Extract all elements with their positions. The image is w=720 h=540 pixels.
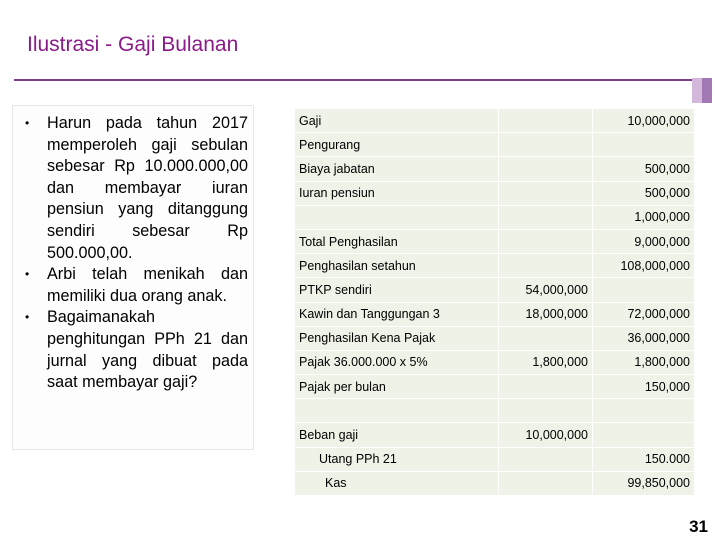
- row-right-value: 108,000,000: [593, 254, 695, 278]
- row-right-value: [593, 133, 695, 157]
- bullet-item: [18, 113, 248, 264]
- page-number: 31: [689, 517, 708, 536]
- table-row: [295, 133, 695, 157]
- row-label: Kawin dan Tanggungan 3: [295, 302, 499, 326]
- bullet-text: Harun pada tahun 2017 memperoleh gaji sebulan sebesar Rp 10.000.000,00 dan membayar iuran pensiun yang ditanggung sendiri sebesar Rp 500.000,00.: [47, 114, 248, 262]
- accent-block-light: [692, 78, 702, 103]
- row-mid-value: [499, 133, 593, 157]
- bullet-icon: •: [25, 116, 30, 130]
- row-mid-value: [499, 254, 593, 278]
- row-label: Gaji: [295, 109, 499, 133]
- row-label: [295, 399, 499, 423]
- row-mid-value: [499, 447, 593, 471]
- row-mid-value: [499, 375, 593, 399]
- table-row: [295, 109, 695, 133]
- table-row: [295, 205, 695, 229]
- row-right-value: 150,000: [593, 375, 695, 399]
- table-row: [295, 326, 695, 350]
- bullet-text: Arbi telah menikah dan memiliki dua orang anak.: [47, 265, 248, 305]
- row-mid-value: 1,800,000: [499, 350, 593, 374]
- table-row: [295, 423, 695, 447]
- row-right-value: [593, 423, 695, 447]
- bullet-text: Bagaimanakah penghitungan PPh 21 dan jurnal yang dibuat pada saat membayar gaji?: [47, 308, 248, 392]
- table-row: [295, 399, 695, 423]
- table-row: [295, 254, 695, 278]
- row-right-value: 500,000: [593, 157, 695, 181]
- accent-block-dark: [702, 78, 712, 103]
- table-row: [295, 302, 695, 326]
- row-right-value: 1,000,000: [593, 205, 695, 229]
- row-mid-value: 18,000,000: [499, 302, 593, 326]
- table-row: [295, 181, 695, 205]
- row-right-value: 10,000,000: [593, 109, 695, 133]
- row-right-value: 150.000: [593, 447, 695, 471]
- row-right-value: 500,000: [593, 181, 695, 205]
- table-row: [295, 350, 695, 374]
- row-mid-value: [499, 399, 593, 423]
- row-mid-value: 54,000,000: [499, 278, 593, 302]
- bullet-icon: •: [25, 267, 30, 282]
- calculation-table: [294, 108, 695, 496]
- row-label: Penghasilan Kena Pajak: [295, 326, 499, 350]
- table-row: [295, 157, 695, 181]
- row-mid-value: [499, 157, 593, 181]
- row-right-value: [593, 399, 695, 423]
- bullet-icon: •: [25, 310, 30, 325]
- table-row: [295, 229, 695, 253]
- row-mid-value: 10,000,000: [499, 423, 593, 447]
- bullet-list: [18, 113, 248, 394]
- row-label: Pajak 36.000.000 x 5%: [295, 350, 499, 374]
- row-label: Beban gaji: [295, 423, 499, 447]
- row-label: Iuran pensiun: [295, 181, 499, 205]
- row-mid-value: [499, 471, 593, 495]
- row-label: Kas: [295, 471, 499, 495]
- row-label: Biaya jabatan: [295, 157, 499, 181]
- table-row: [295, 375, 695, 399]
- row-label: Total Penghasilan: [295, 229, 499, 253]
- row-label: Pengurang: [295, 133, 499, 157]
- table-row: [295, 447, 695, 471]
- row-label: Utang PPh 21: [295, 447, 499, 471]
- row-right-value: 36,000,000: [593, 326, 695, 350]
- row-mid-value: [499, 229, 593, 253]
- table-row: [295, 278, 695, 302]
- bullet-item: [18, 307, 248, 393]
- row-label: Pajak per bulan: [295, 375, 499, 399]
- slide-title: Ilustrasi - Gaji Bulanan: [27, 33, 239, 56]
- row-right-value: 9,000,000: [593, 229, 695, 253]
- row-right-value: 99,850,000: [593, 471, 695, 495]
- row-right-value: 72,000,000: [593, 302, 695, 326]
- row-mid-value: [499, 109, 593, 133]
- row-right-value: [593, 278, 695, 302]
- table-row: [295, 471, 695, 495]
- row-right-value: 1,800,000: [593, 350, 695, 374]
- row-mid-value: [499, 205, 593, 229]
- row-label: Penghasilan setahun: [295, 254, 499, 278]
- row-label: PTKP sendiri: [295, 278, 499, 302]
- bullet-item: [18, 264, 248, 307]
- row-mid-value: [499, 326, 593, 350]
- row-mid-value: [499, 181, 593, 205]
- title-divider: [14, 79, 692, 81]
- row-label: [295, 205, 499, 229]
